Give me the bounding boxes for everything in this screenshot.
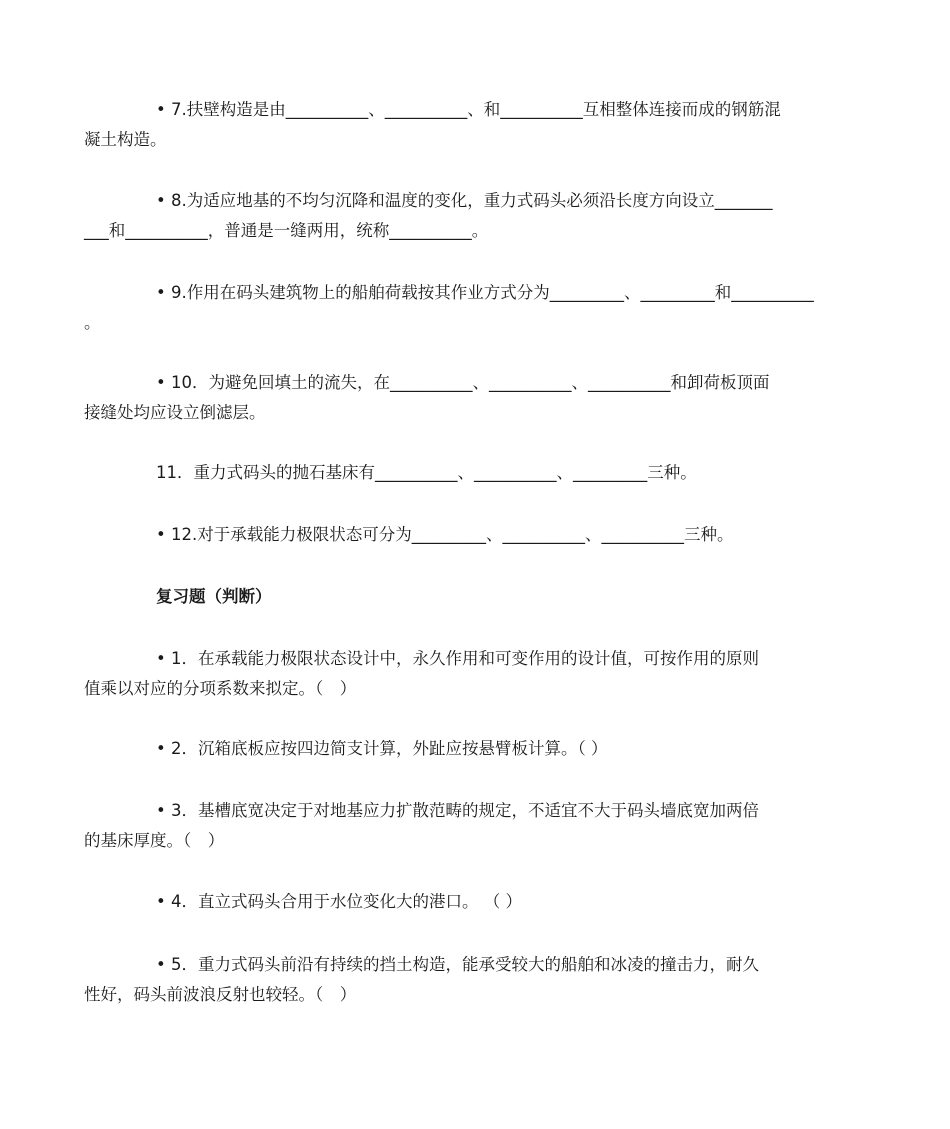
- question-line: • 12.对于承载能力极限状态可分为_________、__________、__________三种。: [156, 525, 734, 544]
- question-line: ___和__________，普通是一缝两用，统称__________。: [84, 221, 489, 240]
- question-line: • 3．基槽底宽决定于对地基应力扩散范畴的规定，不适宜不大于码头墙底宽加两倍: [156, 801, 759, 820]
- question-line: • 10．为避免回填土的流失，在__________、__________、__________和卸荷板顶面: [156, 373, 770, 392]
- question-line: • 9.作用在码头建筑物上的船舶荷载按其作业方式分为_________、_________和__________: [156, 283, 814, 302]
- question-line: 的基床厚度。（ ）: [84, 831, 225, 850]
- question-judge-4: [120, 887, 860, 917]
- question-fill-9: [84, 278, 860, 338]
- question-line: • 7.扶壁构造是由__________、__________、和__________互相整体连接而成的钢筋混: [156, 100, 781, 119]
- question-line: • 4．直立式码头合用于水位变化大的港口。 （ ）: [156, 892, 522, 911]
- question-fill-11: [120, 458, 860, 488]
- question-line: 接缝处均应设立倒滤层。: [84, 403, 266, 422]
- question-judge-5: [84, 950, 860, 1010]
- question-line: 值乘以对应的分项系数来拟定。（ ）: [84, 679, 357, 698]
- question-line: • 2．沉箱底板应按四边简支计算，外趾应按悬臂板计算。（ ）: [156, 739, 608, 758]
- question-fill-12: [120, 520, 860, 550]
- question-line: • 5．重力式码头前沿有持续的挡土构造，能承受较大的船舶和冰凌的撞击力，耐久: [156, 955, 759, 974]
- question-line: 11．重力式码头的抛石基床有__________、__________、_________三种。: [156, 463, 697, 482]
- question-judge-3: [84, 796, 860, 856]
- question-fill-7: [84, 95, 860, 155]
- question-line: 。: [84, 313, 101, 332]
- question-line: 凝土构造。: [84, 130, 167, 149]
- question-fill-8: [84, 186, 860, 246]
- question-line: • 8.为适应地基的不均匀沉降和温度的变化，重力式码头必须沿长度方向设立_______: [156, 191, 773, 210]
- question-fill-10: [84, 368, 860, 428]
- question-judge-1: [84, 644, 860, 704]
- question-line: 性好，码头前波浪反射也较轻。（ ）: [84, 985, 357, 1004]
- question-judge-2: [120, 734, 860, 764]
- question-line: • 1．在承载能力极限状态设计中，永久作用和可变作用的设计值，可按作用的原则: [156, 649, 759, 668]
- section-heading: 复习题（判断）: [156, 587, 272, 606]
